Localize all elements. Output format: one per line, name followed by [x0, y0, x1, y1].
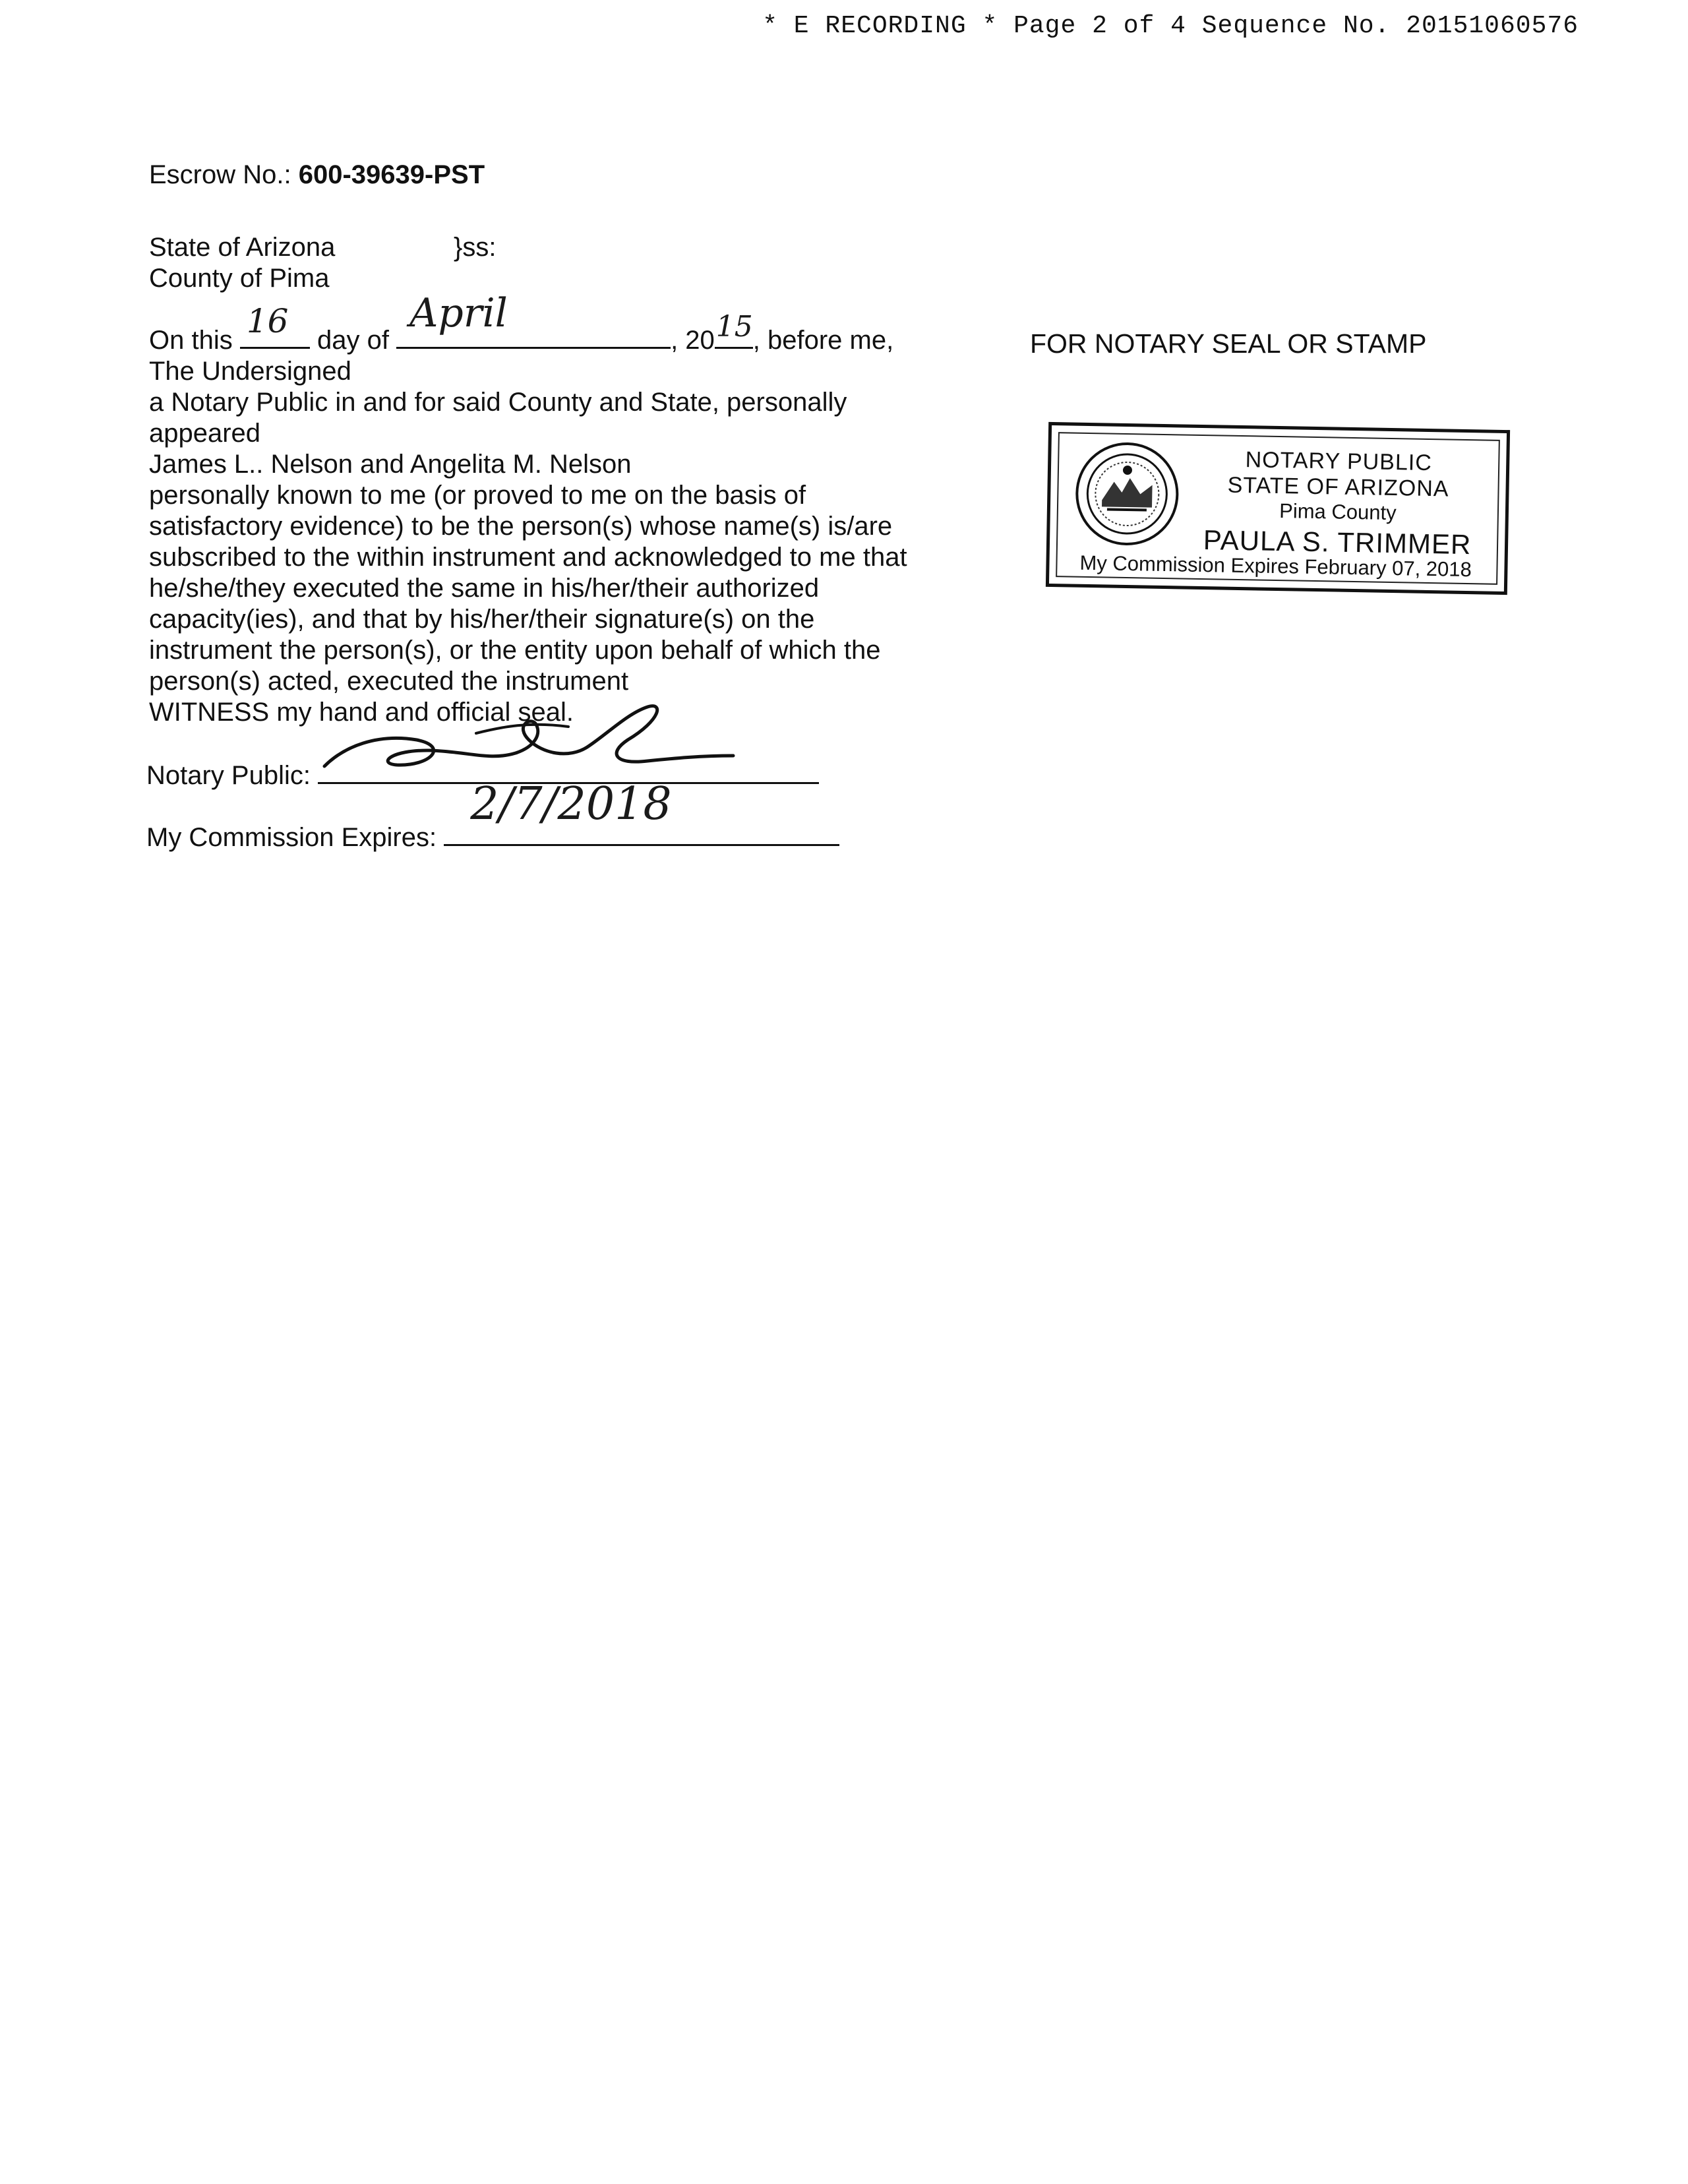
- ack-line-5: subscribed to the within instrument and acknowledged to me that: [149, 543, 907, 572]
- escrow-number: 600-39639-PST: [298, 160, 485, 189]
- ack-line-6: he/she/they executed the same in his/her/their authorized: [149, 574, 820, 603]
- year-handwritten: 15: [715, 310, 753, 344]
- commission-field: [444, 778, 839, 846]
- before-me-text: , before me,: [752, 326, 894, 355]
- stamp-text-block: [1179, 446, 1497, 561]
- ack-line-0: a Notary Public in and for said County and State, personally: [149, 388, 847, 417]
- on-this-text: On this: [149, 326, 233, 355]
- month-field: [396, 290, 671, 349]
- escrow-label: Escrow No.:: [149, 160, 291, 189]
- venue-county: County of Pima: [149, 264, 330, 293]
- day-of-text: day of: [316, 326, 389, 355]
- notary-public-label: Notary Public:: [146, 761, 311, 790]
- venue-ss: }ss:: [454, 233, 497, 262]
- stamp-line-county: Pima County: [1279, 499, 1397, 525]
- day-field: [240, 302, 310, 349]
- commission-handwritten: 2/7/2018: [470, 778, 672, 830]
- stamp-notary-name: PAULA S. TRIMMER: [1203, 524, 1472, 561]
- venue-block: [149, 232, 497, 294]
- stamp-line-notary: NOTARY PUBLIC: [1245, 447, 1433, 476]
- ack-line-7: capacity(ies), and that by his/her/their signature(s) on the: [149, 605, 815, 634]
- venue-state: State of Arizona: [149, 233, 336, 262]
- date-line: [149, 290, 993, 356]
- ack-line-4: satisfactory evidence) to be the person(s) whose name(s) is/are: [149, 512, 893, 541]
- undersigned-line: The Undersigned: [149, 357, 351, 386]
- ack-line-10: WITNESS my hand and official seal.: [149, 698, 574, 727]
- commission-expires-line: [146, 778, 839, 853]
- arizona-seal-icon: [1073, 440, 1181, 548]
- year-prefix-text: , 20: [671, 326, 715, 355]
- acknowledgment-body: [149, 290, 993, 728]
- ack-line-3: personally known to me (or proved to me on the basis of: [149, 481, 806, 510]
- ack-line-9: person(s) acted, executed the instrument: [149, 667, 629, 696]
- ack-line-2: James L.. Nelson and Angelita M. Nelson: [149, 450, 632, 479]
- year-field: [715, 310, 753, 349]
- stamp-expiry: My Commission Expires February 07, 2018: [1079, 551, 1472, 582]
- notary-stamp: [1046, 422, 1510, 595]
- stamp-line-state: STATE OF ARIZONA: [1227, 472, 1449, 502]
- commission-label: My Commission Expires:: [146, 823, 437, 852]
- notary-signature-icon: [318, 687, 740, 779]
- ack-line-8: instrument the person(s), or the entity upon behalf of which the: [149, 636, 881, 665]
- recording-header: * E RECORDING * Page 2 of 4 Sequence No. 20151060576: [762, 12, 1579, 40]
- escrow-line: [149, 160, 485, 190]
- day-handwritten: 16: [246, 302, 289, 340]
- ack-line-1: appeared: [149, 419, 261, 448]
- month-handwritten: April: [409, 290, 508, 336]
- notary-seal-label: FOR NOTARY SEAL OR STAMP: [1030, 328, 1427, 359]
